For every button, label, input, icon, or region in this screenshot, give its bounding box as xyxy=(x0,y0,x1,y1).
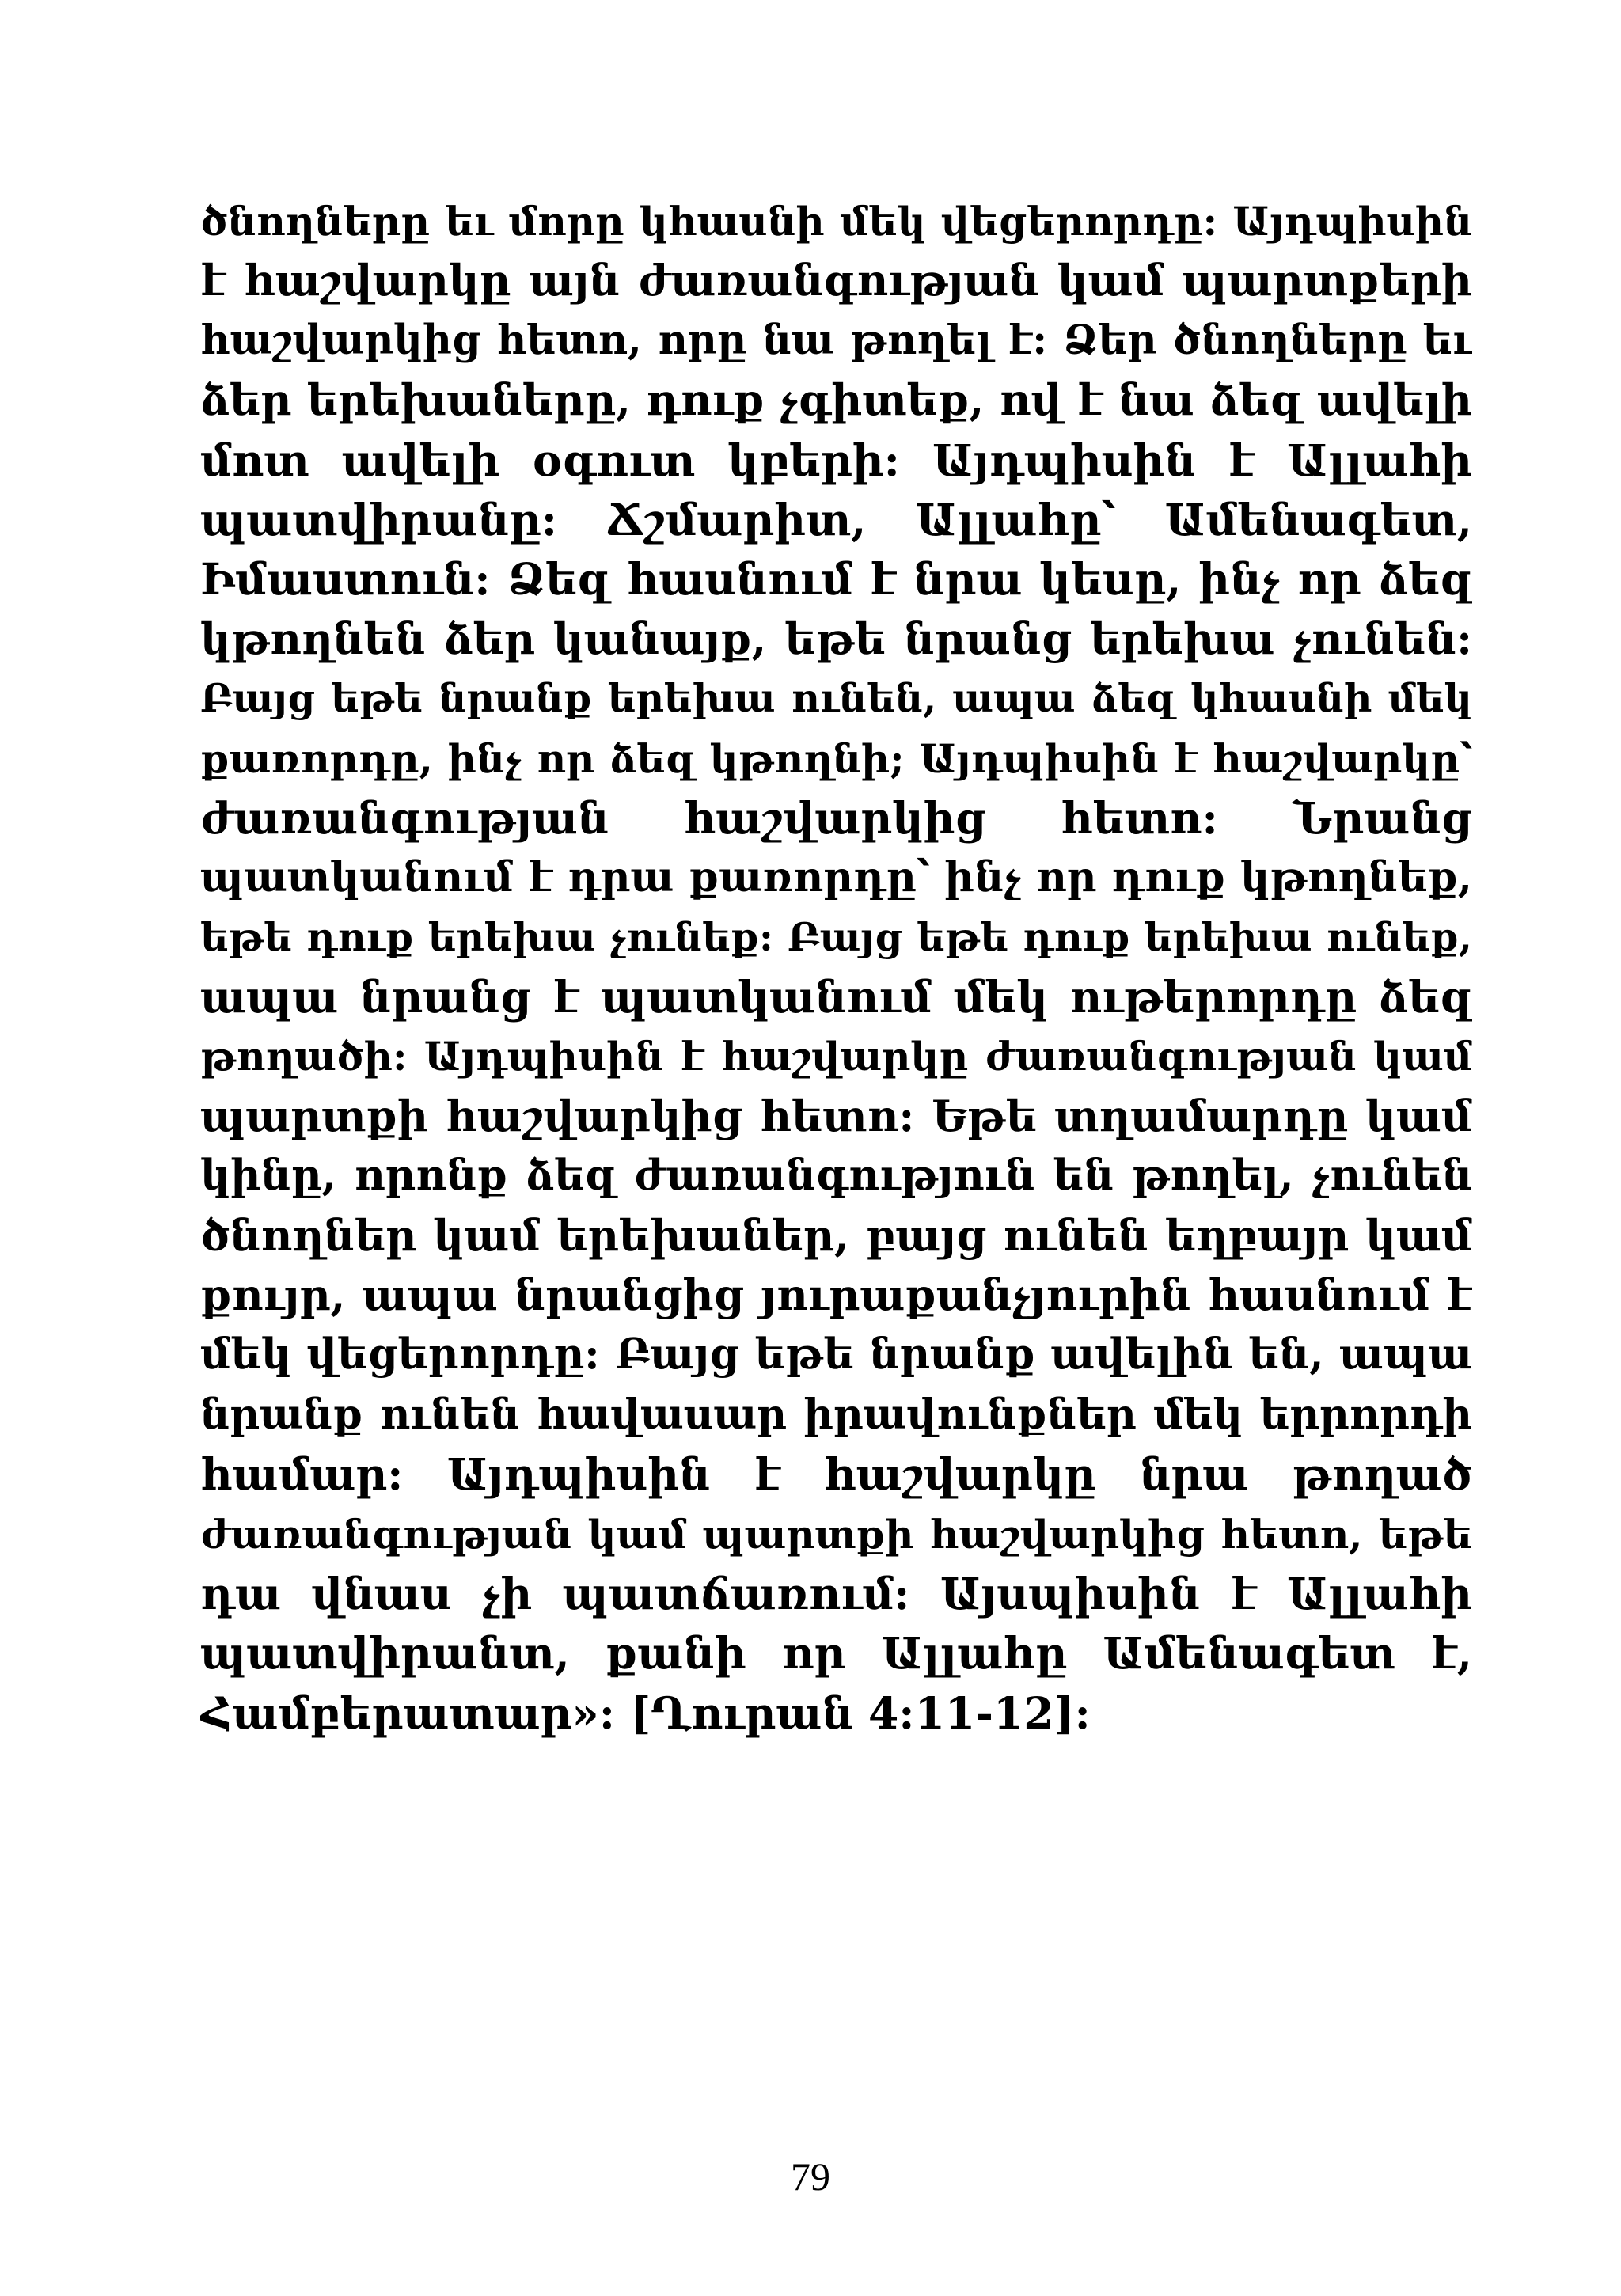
text-line: ապա նրանց է պատկանում մեկ ութերորդը ձեզ xyxy=(200,971,1472,1023)
text-line: կինը, որոնք ձեզ ժառանգություն են թողել, չունեն xyxy=(200,1151,1472,1201)
text-line: համար: Այդպիսին է հաշվարկը նրա թողած xyxy=(200,1448,1472,1501)
text-line: թողածի: Այդպիսին է հաշվարկը ժառանգության կամ xyxy=(200,1033,1472,1080)
text-line: պարտքի հաշվարկից հետո: Եթե տղամարդը կամ xyxy=(200,1090,1472,1141)
text-line: ծնողներ կամ երեխաներ, բայց ունեն եղբայր կամ xyxy=(200,1209,1472,1261)
text-line: Իմաստուն: Ձեզ հասնում է նրա կեսը, ինչ որ ձեզ xyxy=(200,553,1472,605)
page-number: 79 xyxy=(791,2154,830,2199)
text-line: հաշվարկից հետո, որը նա թողել է: Ձեր ծնողները եւ xyxy=(200,316,1472,364)
text-line: պատվիրանտ, քանի որ Ալլահը Ամենագետ է, xyxy=(200,1627,1472,1679)
text-line: դա վնաս չի պատճառում: Այսպիսին է Ալլահի xyxy=(200,1567,1472,1619)
text-line: պատվիրանը: Ճշմարիտ, Ալլահը՝ Ամենագետ, xyxy=(200,493,1472,545)
text-line: քույր, ապա նրանցից յուրաքանչյուրին հասնում է xyxy=(200,1269,1472,1321)
text-line: Համբերատար»: [Ղուրան 4:11-12]: xyxy=(200,1687,1091,1739)
text-line: է հաշվարկը այն ժառանգության կամ պարտքերի xyxy=(200,255,1472,306)
text-line: ձեր երեխաները, դուք չգիտեք, ով է նա ձեզ ավելի xyxy=(200,374,1472,426)
text-line: մոտ ավելի օգուտ կբերի: Այդպիսին է Ալլահի xyxy=(200,434,1472,486)
text-line: ժառանգության հաշվարկից հետո: Նրանց xyxy=(200,791,1472,844)
text-line: պատկանում է դրա քառորդը՝ ինչ որ դուք կթողնեք, xyxy=(200,853,1472,902)
body-text xyxy=(200,192,1472,1743)
text-line: քառորդը, ինչ որ ձեզ կթողնի; Այդպիսին է հաշվարկը՝ xyxy=(200,734,1472,782)
text-line: նրանք ունեն հավասար իրավունքներ մեկ երրորդի xyxy=(200,1390,1472,1439)
text-line: եթե դուք երեխա չունեք: Բայց եթե դուք երեխա ունեք, xyxy=(200,913,1472,960)
text-line: ծնողները եւ մորը կհասնի մեկ վեցերորդը: Այդպիսին xyxy=(200,198,1472,245)
text-line: կթողնեն ձեր կանայք, եթե նրանց երեխա չունեն: xyxy=(200,613,1472,664)
text-line: մեկ վեցերորդը: Բայց եթե նրանք ավելին են, ապա xyxy=(200,1330,1472,1379)
text-line: Բայց եթե նրանք երեխա ունեն, ապա ձեզ կհասնի մեկ xyxy=(200,675,1472,722)
text-line: ժառանգության կամ պարտքի հաշվարկից հետո, եթե xyxy=(200,1510,1472,1558)
